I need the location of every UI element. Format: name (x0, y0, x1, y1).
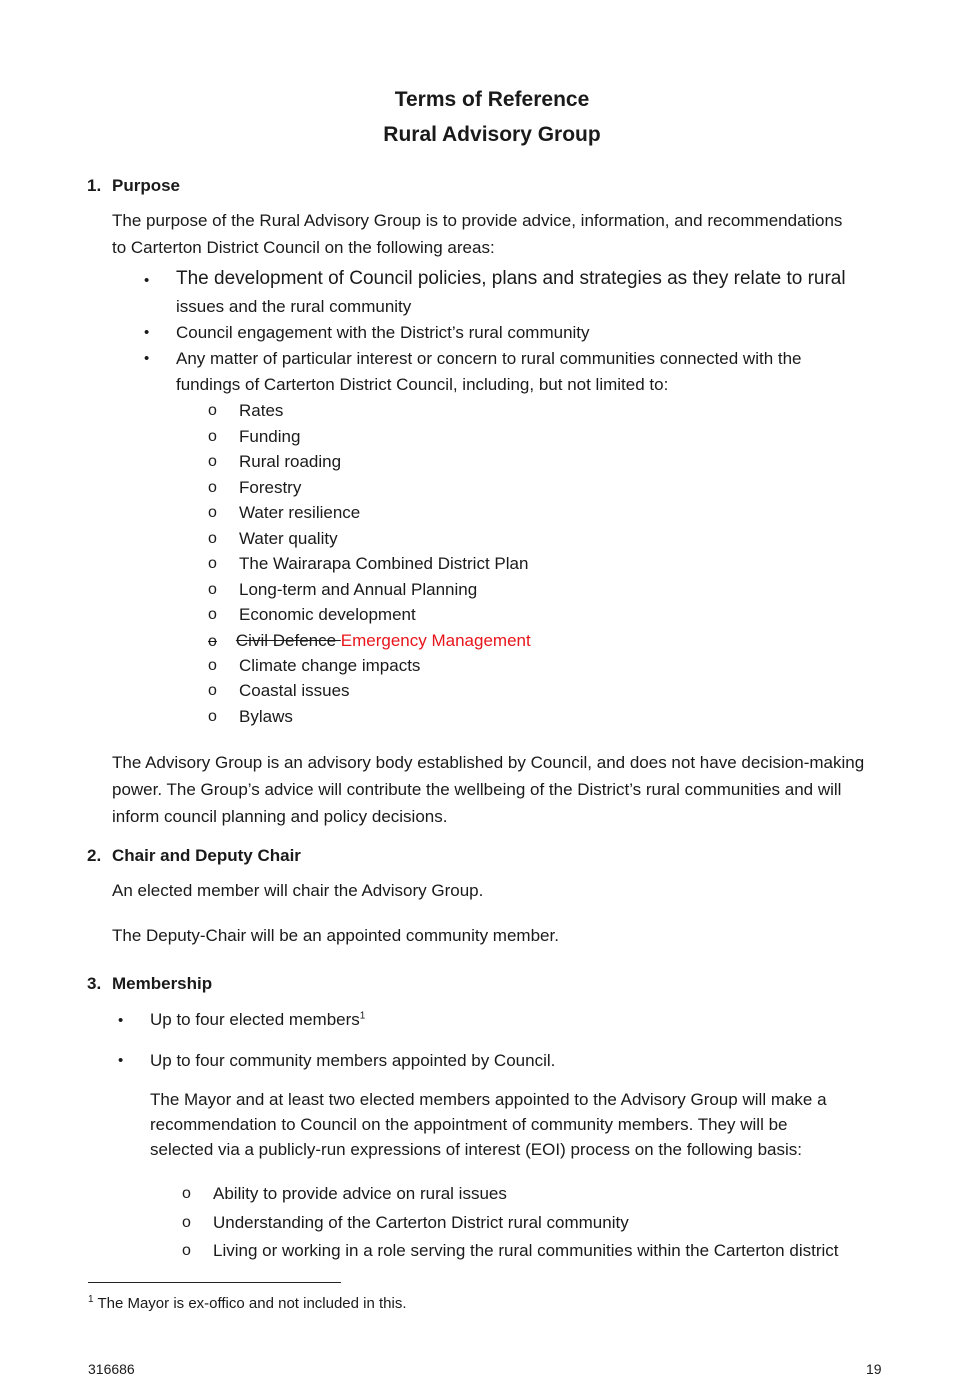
sub-list-item: The Wairarapa Combined District Plan (239, 554, 529, 573)
circle-bullet-icon: o (182, 1242, 191, 1259)
document-subtitle: Rural Advisory Group (383, 123, 601, 146)
circle-bullet-icon: o (208, 606, 217, 623)
purpose-bullet-line: The development of Council policies, plans and strategies as they relate to rural (176, 268, 846, 289)
section-chair-heading (87, 846, 301, 866)
sub-list-item: Bylaws (239, 707, 293, 726)
section-number: 2. (87, 846, 102, 865)
sub-list-item: Coastal issues (239, 681, 350, 700)
section-number: 1. (87, 176, 102, 195)
bullet-icon: • (118, 1012, 124, 1029)
circle-bullet-icon: o (208, 555, 217, 572)
inserted-text: Emergency Management (340, 631, 531, 650)
sub-list-item: Rates (239, 401, 284, 420)
sub-list-item: Water resilience (239, 503, 361, 522)
sub-list-item: Rural roading (239, 452, 342, 471)
purpose-bullet-line: fundings of Carterton District Council, including, but not limited to: (176, 375, 669, 394)
tracked-change-item (208, 631, 531, 651)
circle-bullet-icon: o (208, 657, 217, 674)
footnote (88, 1295, 407, 1312)
bullet-icon: • (144, 272, 150, 289)
circle-bullet-icon: o (208, 402, 217, 419)
section-purpose-heading (87, 176, 180, 196)
purpose-closing-line: power. The Group’s advice will contribute the wellbeing of the District’s rural communities and will (112, 780, 842, 799)
circle-bullet-icon: o (182, 1214, 191, 1231)
circle-bullet-icon: o (208, 633, 217, 650)
criteria-item: Understanding of the Carterton District rural community (213, 1213, 629, 1232)
sub-list-item: Forestry (239, 478, 302, 497)
circle-bullet-icon: o (208, 479, 217, 496)
circle-bullet-icon: o (208, 453, 217, 470)
document-title: Terms of Reference (394, 88, 590, 111)
section-membership-heading (87, 974, 212, 994)
criteria-item: Ability to provide advice on rural issues (213, 1184, 507, 1203)
purpose-bullet-line: Council engagement with the District’s rural community (176, 323, 590, 342)
circle-bullet-icon: o (208, 682, 217, 699)
sub-list-item: Funding (239, 427, 301, 446)
purpose-closing-line: The Advisory Group is an advisory body established by Council, and does not have decision-making (112, 753, 865, 772)
bullet-icon: • (144, 350, 150, 367)
sub-list-item: Economic development (239, 605, 416, 624)
membership-paragraph-line: The Mayor and at least two elected members appointed to the Advisory Group will make a (150, 1090, 827, 1109)
purpose-bullet-line: issues and the rural community (176, 297, 412, 316)
purpose-bullet-line: Any matter of particular interest or concern to rural communities connected with the (176, 349, 802, 368)
circle-bullet-icon: o (208, 428, 217, 445)
membership-paragraph-line: selected via a publicly-run expressions of interest (EOI) process on the following basis: (150, 1140, 802, 1159)
bullet-icon: • (144, 324, 150, 341)
deputy-chair-paragraph: The Deputy-Chair will be an appointed community member. (112, 926, 559, 945)
sub-list-item: Water quality (239, 529, 338, 548)
footnote-separator (88, 1282, 341, 1283)
purpose-intro-line: The purpose of the Rural Advisory Group is to provide advice, information, and recommendations (112, 211, 843, 230)
sub-list-item: Climate change impacts (239, 656, 421, 675)
page-number: 19 (866, 1361, 882, 1377)
circle-bullet-icon: o (208, 581, 217, 598)
circle-bullet-icon: o (208, 504, 217, 521)
section-title: Membership (112, 974, 213, 993)
membership-bullet-text: Up to four elected members (150, 1010, 360, 1029)
sub-list-item: Long-term and Annual Planning (239, 580, 478, 599)
footnote-reference[interactable]: 1 (359, 1010, 366, 1022)
footnote-text: The Mayor is ex-offico and not included in this. (93, 1295, 407, 1312)
section-title: Purpose (112, 176, 181, 195)
footnote-marker: 1 (88, 1294, 94, 1305)
chair-paragraph: An elected member will chair the Advisory Group. (112, 881, 484, 900)
purpose-closing-line: inform council planning and policy decisions. (112, 807, 448, 826)
purpose-intro-line: to Carterton District Council on the following areas: (112, 238, 495, 257)
bullet-icon: • (118, 1052, 124, 1069)
deleted-text: Civil Defence (235, 631, 341, 650)
section-title: Chair and Deputy Chair (112, 846, 301, 865)
circle-bullet-icon: o (208, 530, 217, 547)
circle-bullet-icon: o (208, 708, 217, 725)
document-number: 316686 (88, 1361, 135, 1377)
membership-bullet (150, 1010, 365, 1030)
membership-paragraph-line: recommendation to Council on the appointment of community members. They will be (150, 1115, 788, 1134)
criteria-item: Living or working in a role serving the rural communities within the Carterton district (213, 1241, 839, 1260)
section-number: 3. (87, 974, 102, 993)
circle-bullet-icon: o (182, 1185, 191, 1202)
membership-bullet: Up to four community members appointed by Council. (150, 1051, 556, 1070)
